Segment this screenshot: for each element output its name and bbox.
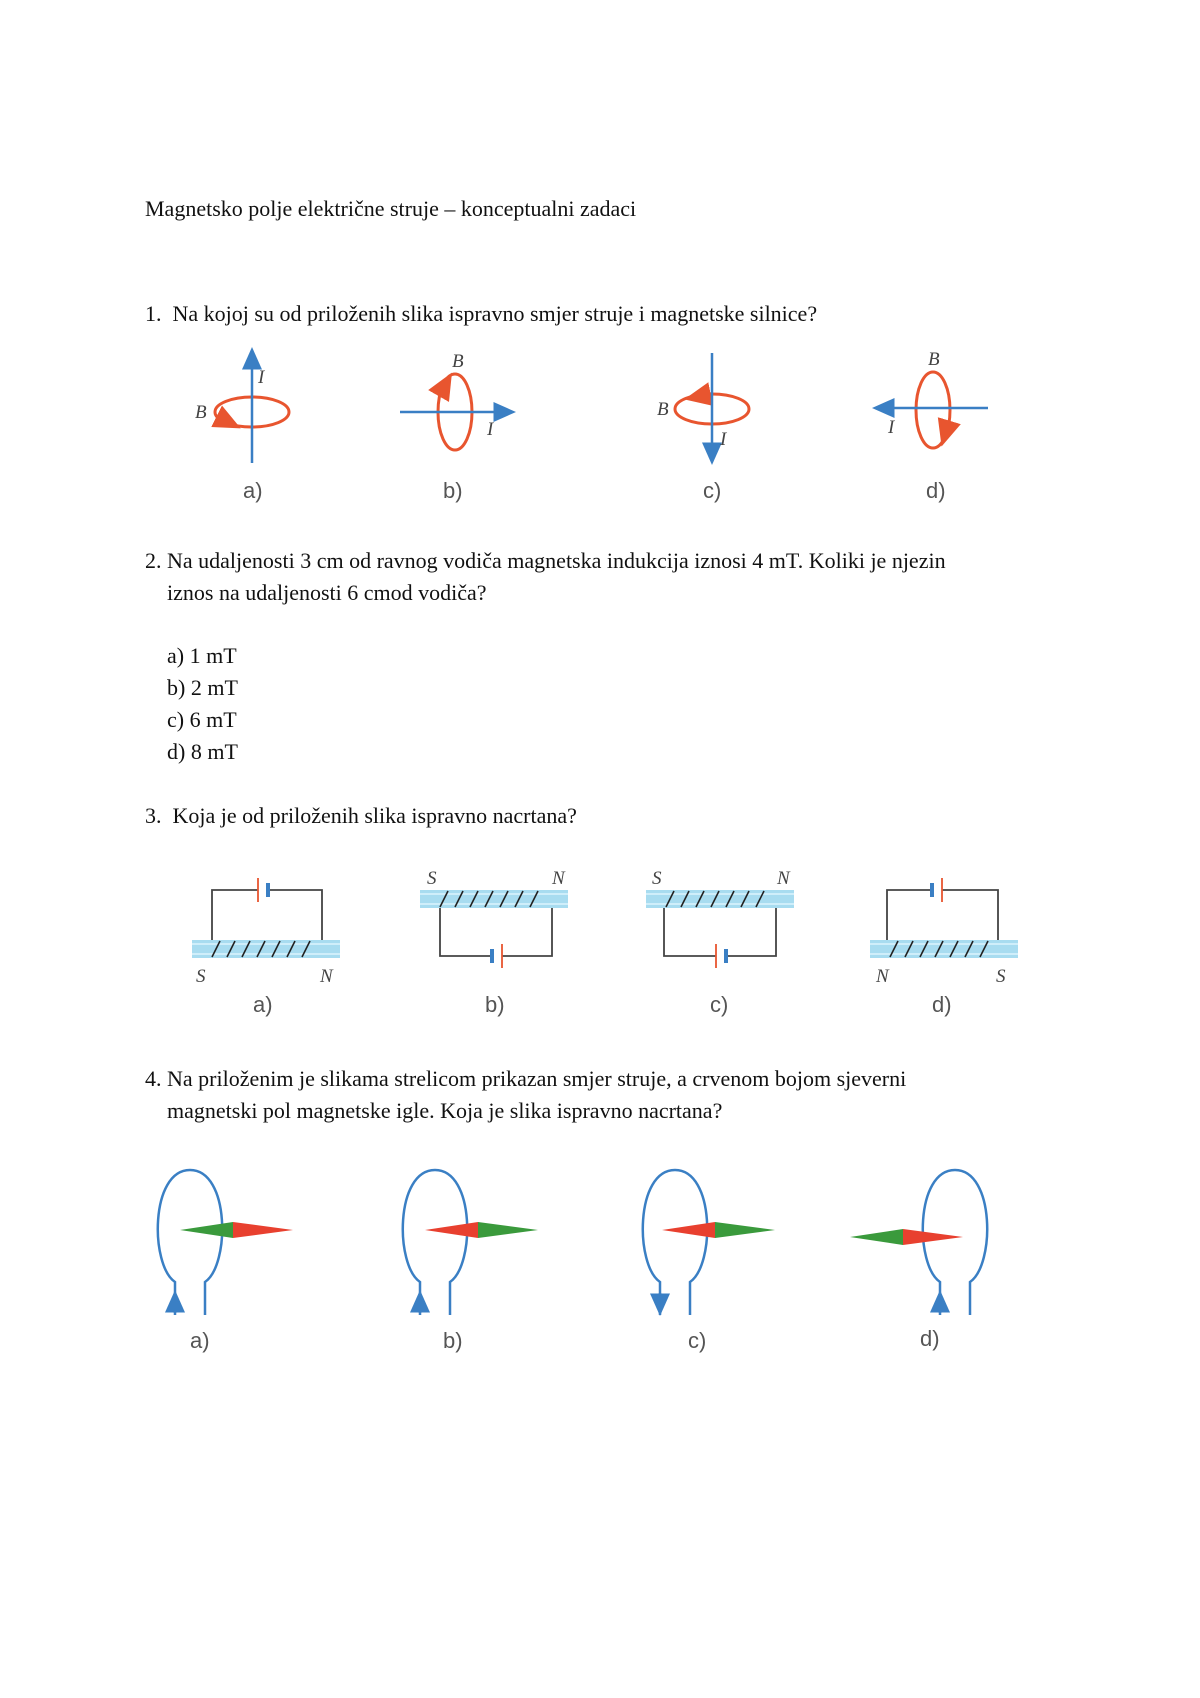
circuit-wire [664,908,716,956]
q4-panel-d[interactable] [850,1170,987,1351]
pole-label-n: N [320,966,333,987]
question-number: 4. [145,1066,162,1091]
q1-figure [150,345,1050,510]
current-label: I [888,417,895,438]
needle-south [715,1222,775,1238]
field-label: B [195,402,207,423]
solenoid-bar [646,890,794,908]
pole-label-n: N [876,966,889,987]
answer-options [167,640,238,768]
question-text-continued: iznos na udaljenosti 6 cmod vodiča? [167,580,487,605]
field-label: B [657,399,669,420]
panel-label: b) [443,1328,463,1353]
current-label: I [720,429,727,450]
option-b[interactable]: b) 2 mT [167,675,238,700]
q1-panel-d[interactable] [882,349,988,503]
field-label: B [452,351,464,372]
q4-panel-c[interactable] [643,1170,775,1353]
field-loop [916,372,950,448]
page-title: Magnetsko polje električne struje – konceptualni zadaci [145,196,637,221]
q3-panel-a[interactable] [192,878,340,1017]
panel-label: c) [688,1328,707,1353]
wire-loop [643,1170,707,1315]
pole-label-s: S [427,868,437,889]
solenoid-bar [192,940,340,958]
circuit-wire [887,890,932,940]
wire-loop [923,1170,987,1315]
question-text-continued: magnetski pol magnetske igle. Koja je slika ispravno nacrtana? [167,1098,723,1123]
question-text: Koja je od priloženih slika ispravno nacrtana? [172,803,577,828]
question-number: 1. [145,301,162,326]
pole-label-s: S [652,868,662,889]
question-text: Na kojoj su od priloženih slika ispravno smjer struje i magnetske silnice? [172,301,818,326]
question-2 [145,545,1045,609]
q3-figure [180,860,1040,1030]
needle-south [478,1222,538,1238]
question-4 [145,1063,1045,1127]
question-number: 3. [145,803,162,828]
panel-label: a) [253,992,273,1017]
needle-south [850,1229,903,1245]
needle-north [903,1229,963,1245]
q1-panel-b[interactable] [400,351,506,503]
needle-north [233,1222,293,1238]
q4-figure [145,1150,1025,1360]
q4-panel-b[interactable] [403,1170,538,1353]
pole-label-n: N [777,868,790,889]
field-label: B [928,349,940,370]
panel-label: a) [190,1328,210,1353]
needle-north [425,1222,478,1238]
q3-panel-d[interactable] [870,878,1018,1017]
current-label: I [487,419,494,440]
panel-label: d) [932,992,952,1017]
question-text: Na priloženim je slikama strelicom prikazan smjer struje, a crvenom bojom sjeverni [167,1066,907,1091]
q3-panel-b[interactable] [420,868,568,1017]
q3-panel-c[interactable] [646,868,794,1017]
q1-panel-c[interactable] [657,353,749,503]
question-text: Na udaljenosti 3 cm od ravnog vodiča magnetska indukcija iznosi 4 mT. Koliki je njezin [167,548,946,573]
needle-south [180,1222,233,1238]
panel-label: b) [485,992,505,1017]
panel-label: d) [926,478,946,503]
field-arrow [696,395,706,397]
pole-label-s: S [996,966,1006,987]
circuit-wire [440,908,492,956]
q1-panel-a[interactable] [195,357,289,503]
solenoid-bar [870,940,1018,958]
option-d[interactable]: d) 8 mT [167,739,238,764]
option-c[interactable]: c) 6 mT [167,707,237,732]
q4-panel-a[interactable] [158,1170,293,1353]
panel-label: a) [243,478,263,503]
panel-label: b) [443,478,463,503]
panel-label: c) [703,478,722,503]
needle-north [662,1222,715,1238]
circuit-wire [212,890,258,940]
panel-label: c) [710,992,729,1017]
pole-label-s: S [196,966,206,987]
question-1 [145,298,1045,330]
current-label: I [258,367,265,388]
wire-loop [158,1170,222,1315]
question-3 [145,800,1045,832]
option-a[interactable]: a) 1 mT [167,643,237,668]
question-number: 2. [145,548,162,573]
wire-loop [403,1170,467,1315]
solenoid-bar [420,890,568,908]
pole-label-n: N [552,868,565,889]
panel-label: d) [920,1326,940,1351]
